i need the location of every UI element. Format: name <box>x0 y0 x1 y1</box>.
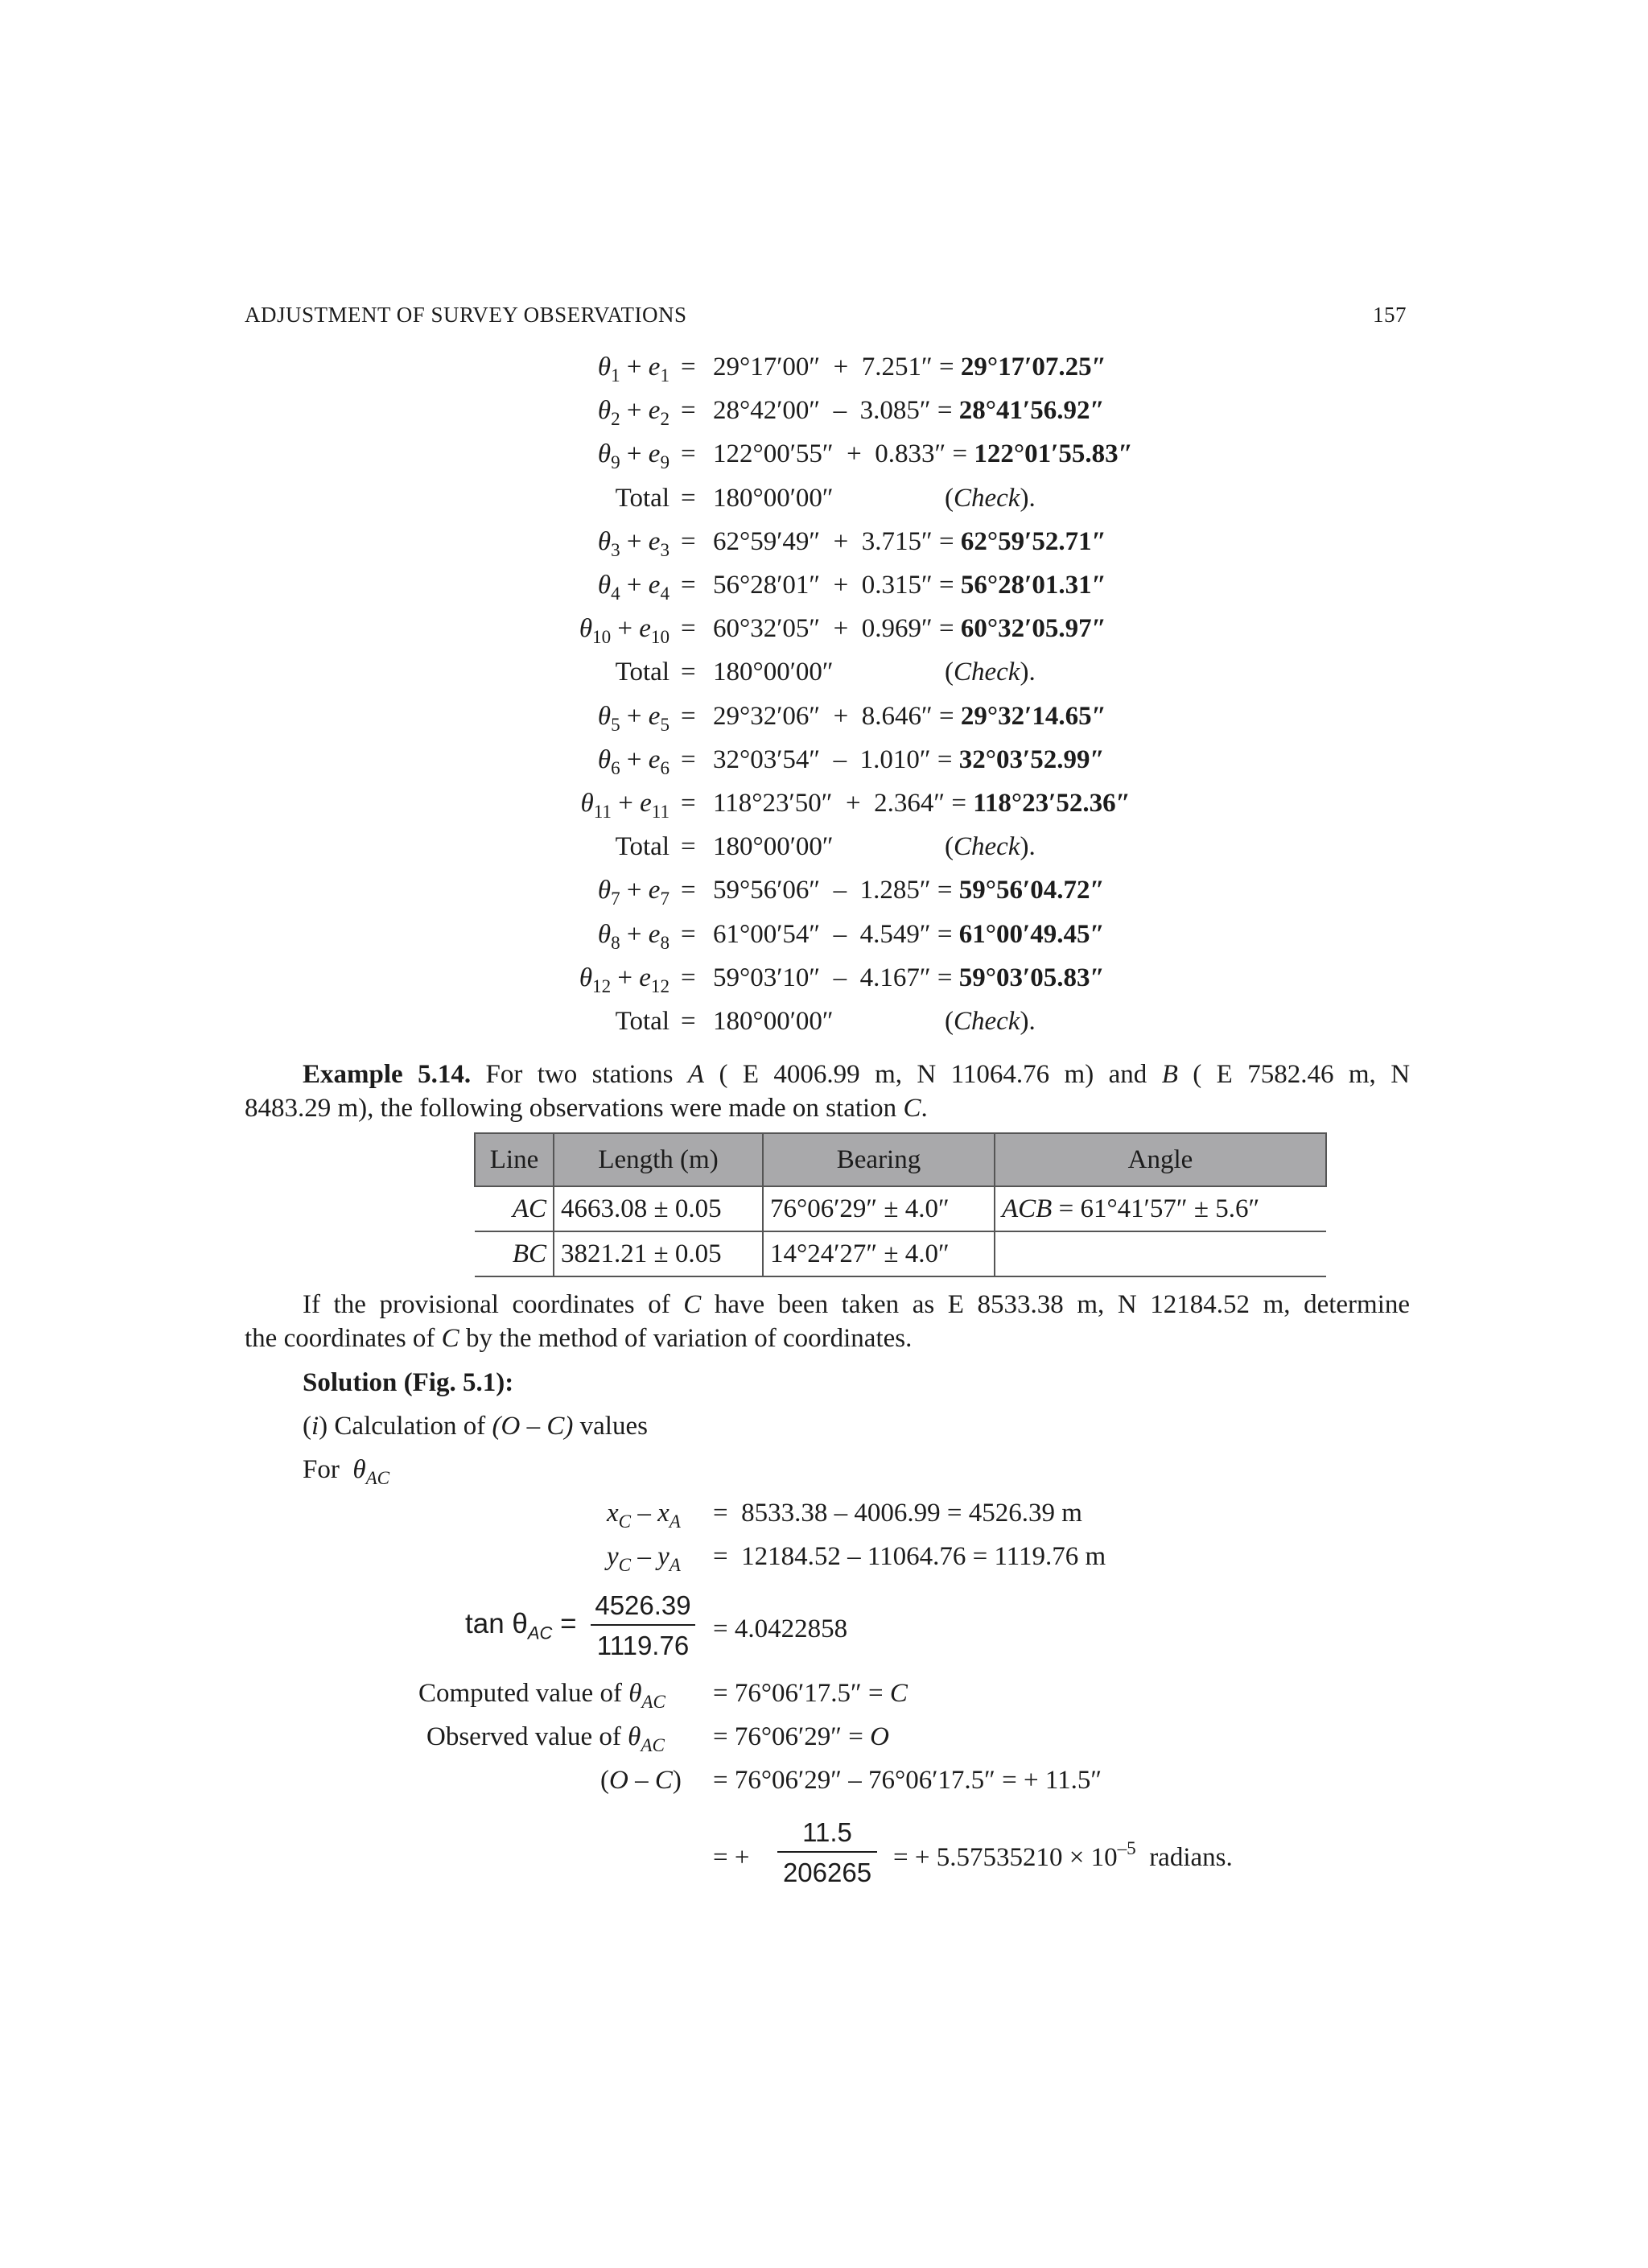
total-row: Total = 180°00′00″ (Check). <box>615 658 1036 687</box>
angle-row: $\theta_{10} + e_{10}$ = 60°32′05″ + 0.969″ = 60°32′05.97″ <box>579 614 1106 648</box>
angle-row: $\theta_9 + e_9$ = 122°00′55″ + 0.833″ = 122°01′55.83″ <box>597 439 1133 473</box>
col-length: Length (m) <box>554 1133 763 1186</box>
cell-length: 3821.21 ± 0.05 <box>554 1231 763 1276</box>
for-theta: For $\theta_{AC}$ <box>303 1455 390 1489</box>
observed-label: Observed value of $\theta_{AC}$ <box>426 1722 665 1756</box>
angle-row: $\theta_5 + e_5$ = 29°32′06″ + 8.646″ = 29°32′14.65″ <box>597 702 1106 736</box>
cell-line: BC <box>475 1231 554 1276</box>
computed-value: = 76°06′17.5″ = C <box>713 1679 908 1708</box>
total-row: Total = 180°00′00″ (Check). <box>615 832 1036 861</box>
table-header <box>475 1133 1326 1186</box>
dx-line: $x_C - x_A$ <box>607 1499 681 1532</box>
angle-row: $\theta_6 + e_6$ = 32°03′54″ – 1.010″ = 32°03′52.99″ <box>597 745 1105 779</box>
example-label: Example 5.14. <box>303 1060 472 1089</box>
angle-row: $\theta_{12} + e_{12}$ = 59°03′10″ – 4.167″ = 59°03′05.83″ <box>579 963 1105 997</box>
angle-row: $\theta_2 + e_2$ = 28°42′00″ – 3.085″ = 28°41′56.92″ <box>597 396 1105 430</box>
total-row: Total = 180°00′00″ (Check). <box>615 1007 1036 1036</box>
angle-row: $\theta_{11} + e_{11}$ = 118°23′50″ + 2.364″ = 118°23′52.36″ <box>580 789 1131 823</box>
solution-heading: Solution (Fig. 5.1): <box>303 1368 514 1397</box>
tan-label: $\tan \theta_{AC}$ = <box>465 1608 577 1643</box>
table-row <box>475 1231 1326 1276</box>
angle-row: $\theta_7 + e_7$ = 59°56′06″ – 1.285″ = 59°56′04.72″ <box>597 876 1105 909</box>
example-text-line2: 8483.29 m), the following observations were made on station <box>245 1094 897 1123</box>
coords-b: ( E 7582.46 m, N <box>1193 1060 1411 1089</box>
final-eq: = + <box>713 1843 750 1872</box>
dy-line: $y_C - y_A$ <box>607 1542 681 1576</box>
station-c: C <box>903 1094 921 1123</box>
cell-line: AC <box>475 1186 554 1231</box>
angle-row: $\theta_1 + e_1$ = 29°17′00″ + 7.251″ = 29°17′07.25″ <box>597 353 1106 386</box>
total-row: Total = 180°00′00″ (Check). <box>615 484 1036 513</box>
coords-a: ( E 4006.99 m, N 11064.76 m) and <box>719 1060 1147 1089</box>
final-fraction: $\frac{11.5}{206265}$ <box>777 1817 877 1888</box>
table-row <box>475 1186 1326 1231</box>
tan-fraction: $\frac{4526.39}{1119.76}$ <box>591 1590 695 1661</box>
station-b: B <box>1161 1060 1178 1089</box>
example-text: For two stations <box>485 1060 674 1089</box>
angle-row: $\theta_3 + e_3$ = 62°59′49″ + 3.715″ = 62°59′52.71″ <box>597 527 1106 561</box>
col-bearing: Bearing <box>763 1133 995 1186</box>
oc-label: (O – C) <box>600 1766 682 1795</box>
cell-length: 4663.08 ± 0.05 <box>554 1186 763 1231</box>
oc-value: = 76°06′29″ – 76°06′17.5″ = + 11.5″ <box>713 1766 1102 1795</box>
page-number: 157 <box>1373 303 1407 327</box>
step-i: (i) Calculation of (O – C) values <box>303 1412 648 1441</box>
col-angle: Angle <box>995 1133 1326 1186</box>
provisional-paragraph: If the provisional coordinates of C have been taken as E 8533.38 m, N 12184.52 m, determine the coordinates of C by the method of variation of coordinates. <box>245 1290 1411 1353</box>
cell-angle <box>995 1231 1326 1276</box>
cell-angle: ACB = 61°41′57″ ± 5.6″ <box>995 1186 1326 1231</box>
final-value: = + $5.57535210 \times 10^{-5}$ radians. <box>893 1837 1233 1872</box>
cell-bearing: 14°24′27″ ± 4.0″ <box>763 1231 995 1276</box>
example-paragraph: Example 5.14. For two stations A ( E 4006.99 m, N 11064.76 m) and B ( E 7582.46 m, N 8483.29 m), the following observations were made on station C. <box>245 1060 1411 1123</box>
angle-row: $\theta_8 + e_8$ = 61°00′54″ – 4.549″ = 61°00′49.45″ <box>597 920 1105 954</box>
tan-value: = 4.0422858 <box>713 1614 848 1643</box>
angle-row: $\theta_4 + e_4$ = 56°28′01″ + 0.315″ = 56°28′01.31″ <box>597 571 1106 604</box>
cell-bearing: 76°06′29″ ± 4.0″ <box>763 1186 995 1231</box>
station-a: A <box>687 1060 705 1089</box>
computed-label: Computed value of $\theta_{AC}$ <box>418 1679 665 1713</box>
observed-value: = 76°06′29″ = O <box>713 1722 889 1751</box>
dx-value: = 8533.38 – 4006.99 = 4526.39 m <box>713 1499 1082 1528</box>
dy-value: = 12184.52 – 11064.76 = 1119.76 m <box>713 1542 1106 1571</box>
col-line: Line <box>475 1133 554 1186</box>
running-head: ADJUSTMENT OF SURVEY OBSERVATIONS <box>245 303 687 327</box>
observations-table <box>474 1132 1327 1277</box>
